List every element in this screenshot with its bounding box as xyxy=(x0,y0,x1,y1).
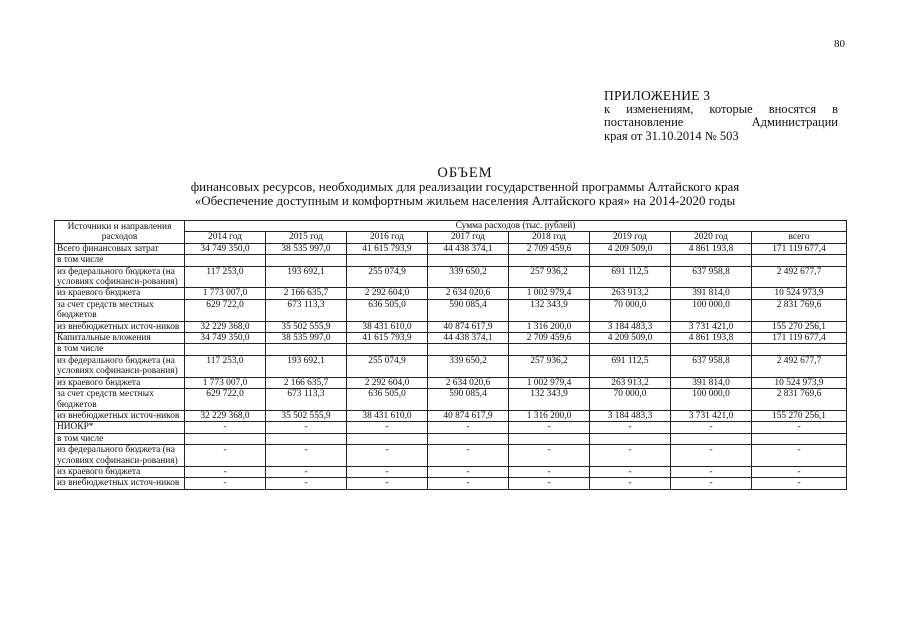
cell-value: 2 634 020,6 xyxy=(428,377,509,388)
cell-value xyxy=(185,344,266,355)
cell-value: 38 535 997,0 xyxy=(266,243,347,254)
document-title: ОБЪЕМ xyxy=(437,165,493,181)
cell-value: 34 749 350,0 xyxy=(185,243,266,254)
cell-value: 44 438 374,1 xyxy=(428,333,509,344)
cell-value xyxy=(509,344,590,355)
cell-value: 263 913,2 xyxy=(590,288,671,299)
cell-value: 2 292 604,0 xyxy=(347,377,428,388)
appendix-line-3: края от 31.10.2014 № 503 xyxy=(604,128,739,143)
cell-value: 637 958,8 xyxy=(671,266,752,288)
cell-value: 32 229 368,0 xyxy=(185,410,266,421)
cell-value: 2 709 459,6 xyxy=(509,243,590,254)
cell-value: - xyxy=(266,422,347,433)
cell-value: 255 074,9 xyxy=(347,355,428,377)
cell-value: 2 831 769,6 xyxy=(752,299,847,321)
cell-value xyxy=(266,255,347,266)
cell-value: 34 749 350,0 xyxy=(185,333,266,344)
cell-value: 257 936,2 xyxy=(509,266,590,288)
table-row xyxy=(55,255,847,266)
cell-value xyxy=(671,433,752,444)
cell-value: 1 316 200,0 xyxy=(509,410,590,421)
row-label: Всего финансовых затрат xyxy=(55,243,185,254)
table-row xyxy=(55,389,847,411)
cell-value: 38 431 610,0 xyxy=(347,321,428,332)
table-row xyxy=(55,243,847,254)
cell-value: 100 000,0 xyxy=(671,389,752,411)
cell-value: 2 709 459,6 xyxy=(509,333,590,344)
cell-value: - xyxy=(509,445,590,467)
cell-value: 339 650,2 xyxy=(428,266,509,288)
header-year: 2018 год xyxy=(509,232,590,243)
table-row xyxy=(55,445,847,467)
cell-value: 391 814,0 xyxy=(671,377,752,388)
budget-table xyxy=(54,220,847,490)
appendix-line-2: постановление Администрации xyxy=(604,115,838,129)
header-year: 2019 год xyxy=(590,232,671,243)
cell-value: 35 502 555,9 xyxy=(266,321,347,332)
row-label: из федерального бюджета (на условиях софинанси-рования) xyxy=(55,445,185,467)
row-label: из федерального бюджета (на условиях софинанси-рования) xyxy=(55,355,185,377)
cell-value: 38 535 997,0 xyxy=(266,333,347,344)
cell-value: 35 502 555,9 xyxy=(266,410,347,421)
cell-value xyxy=(185,433,266,444)
table-row xyxy=(55,422,847,433)
cell-value xyxy=(752,433,847,444)
cell-value xyxy=(347,433,428,444)
row-label: из краевого бюджета xyxy=(55,377,185,388)
cell-value: - xyxy=(185,445,266,467)
cell-value: - xyxy=(509,422,590,433)
cell-value: 391 814,0 xyxy=(671,288,752,299)
cell-value: 257 936,2 xyxy=(509,355,590,377)
cell-value xyxy=(347,344,428,355)
table-row xyxy=(55,344,847,355)
cell-value: 263 913,2 xyxy=(590,377,671,388)
cell-value: 10 524 973,9 xyxy=(752,288,847,299)
cell-value xyxy=(752,344,847,355)
cell-value: 1 002 979,4 xyxy=(509,288,590,299)
cell-value xyxy=(428,433,509,444)
table-row xyxy=(55,478,847,489)
cell-value: - xyxy=(509,478,590,489)
cell-value: - xyxy=(671,445,752,467)
table-row xyxy=(55,433,847,444)
table-row xyxy=(55,377,847,388)
header-year: 2016 год xyxy=(347,232,428,243)
cell-value: 339 650,2 xyxy=(428,355,509,377)
cell-value: 171 119 677,4 xyxy=(752,333,847,344)
cell-value: 2 292 604,0 xyxy=(347,288,428,299)
cell-value: - xyxy=(752,466,847,477)
cell-value: - xyxy=(590,478,671,489)
row-label: за счет средств местных бюджетов xyxy=(55,299,185,321)
document-subtitle xyxy=(50,180,880,208)
cell-value: 2 166 635,7 xyxy=(266,377,347,388)
subtitle-line-2: «Обеспечение доступным и комфортным жильем населения Алтайского края» на 2014-2020 годы xyxy=(194,193,736,208)
row-label: из внебюджетных источ-ников xyxy=(55,478,185,489)
cell-value: 155 270 256,1 xyxy=(752,321,847,332)
row-label: из внебюджетных источ-ников xyxy=(55,321,185,332)
cell-value: 691 112,5 xyxy=(590,355,671,377)
cell-value: 44 438 374,1 xyxy=(428,243,509,254)
cell-value xyxy=(671,344,752,355)
row-label: из внебюджетных источ-ников xyxy=(55,410,185,421)
cell-value xyxy=(752,255,847,266)
row-label: Капитальные вложения xyxy=(55,333,185,344)
header-sum: Сумма расходов (тыс. рублей) xyxy=(185,221,847,232)
cell-value: - xyxy=(752,445,847,467)
cell-value: - xyxy=(347,478,428,489)
cell-value: - xyxy=(590,466,671,477)
cell-value: 70 000,0 xyxy=(590,299,671,321)
cell-value: 193 692,1 xyxy=(266,355,347,377)
cell-value xyxy=(266,344,347,355)
cell-value: 629 722,0 xyxy=(185,299,266,321)
cell-value: - xyxy=(671,478,752,489)
cell-value: - xyxy=(266,478,347,489)
cell-value: 4 861 193,8 xyxy=(671,243,752,254)
cell-value: 4 861 193,8 xyxy=(671,333,752,344)
cell-value: - xyxy=(185,422,266,433)
cell-value: 636 505,0 xyxy=(347,299,428,321)
row-label: в том числе xyxy=(55,344,185,355)
table-body xyxy=(55,243,847,489)
cell-value: 590 085,4 xyxy=(428,299,509,321)
cell-value: - xyxy=(752,422,847,433)
cell-value xyxy=(347,255,428,266)
cell-value: 2 492 677,7 xyxy=(752,266,847,288)
cell-value: 40 874 617,9 xyxy=(428,321,509,332)
row-label: в том числе xyxy=(55,255,185,266)
cell-value: 1 773 007,0 xyxy=(185,377,266,388)
cell-value: 171 119 677,4 xyxy=(752,243,847,254)
header-year: 2020 год xyxy=(671,232,752,243)
cell-value: 3 731 421,0 xyxy=(671,321,752,332)
cell-value: 4 209 509,0 xyxy=(590,333,671,344)
row-label: из краевого бюджета xyxy=(55,466,185,477)
cell-value: - xyxy=(347,422,428,433)
cell-value: 70 000,0 xyxy=(590,389,671,411)
table-row xyxy=(55,466,847,477)
cell-value xyxy=(590,344,671,355)
cell-value xyxy=(590,255,671,266)
cell-value: - xyxy=(752,478,847,489)
table-row xyxy=(55,288,847,299)
cell-value: 1 316 200,0 xyxy=(509,321,590,332)
cell-value: - xyxy=(509,466,590,477)
cell-value: 1 002 979,4 xyxy=(509,377,590,388)
row-label: в том числе xyxy=(55,433,185,444)
row-label: за счет средств местных бюджетов xyxy=(55,389,185,411)
cell-value: 100 000,0 xyxy=(671,299,752,321)
cell-value: - xyxy=(428,466,509,477)
header-year: 2014 год xyxy=(185,232,266,243)
table-row xyxy=(55,355,847,377)
cell-value xyxy=(590,433,671,444)
cell-value: 636 505,0 xyxy=(347,389,428,411)
cell-value xyxy=(509,433,590,444)
cell-value: 673 113,3 xyxy=(266,299,347,321)
cell-value xyxy=(671,255,752,266)
cell-value: 2 166 635,7 xyxy=(266,288,347,299)
table-row xyxy=(55,321,847,332)
cell-value: 117 253,0 xyxy=(185,266,266,288)
cell-value: - xyxy=(347,466,428,477)
row-label: из федерального бюджета (на условиях софинанси-рования) xyxy=(55,266,185,288)
cell-value xyxy=(428,344,509,355)
cell-value: 4 209 509,0 xyxy=(590,243,671,254)
cell-value: 132 343,9 xyxy=(509,389,590,411)
cell-value: 41 615 793,9 xyxy=(347,243,428,254)
cell-value: - xyxy=(185,466,266,477)
cell-value: 132 343,9 xyxy=(509,299,590,321)
cell-value: 3 184 483,3 xyxy=(590,410,671,421)
cell-value: 3 184 483,3 xyxy=(590,321,671,332)
cell-value: - xyxy=(428,445,509,467)
table-row xyxy=(55,266,847,288)
cell-value: 1 773 007,0 xyxy=(185,288,266,299)
header-year: 2017 год xyxy=(428,232,509,243)
cell-value: 41 615 793,9 xyxy=(347,333,428,344)
cell-value: 673 113,3 xyxy=(266,389,347,411)
subtitle-line-1: финансовых ресурсов, необходимых для реализации государственной программы Алтайского края xyxy=(190,179,740,194)
cell-value: 590 085,4 xyxy=(428,389,509,411)
cell-value: - xyxy=(590,422,671,433)
cell-value: - xyxy=(671,466,752,477)
cell-value: - xyxy=(428,478,509,489)
appendix-line-1: к изменениям, которые вносятся в xyxy=(604,101,838,116)
page-number: 80 xyxy=(834,38,845,50)
cell-value: 193 692,1 xyxy=(266,266,347,288)
appendix-heading: ПРИЛОЖЕНИЕ 3 xyxy=(604,88,711,103)
header-year: 2015 год xyxy=(266,232,347,243)
cell-value: 38 431 610,0 xyxy=(347,410,428,421)
cell-value xyxy=(185,255,266,266)
cell-value: 32 229 368,0 xyxy=(185,321,266,332)
cell-value: 155 270 256,1 xyxy=(752,410,847,421)
header-sources: Источники и направления расходов xyxy=(55,221,185,244)
cell-value: 2 492 677,7 xyxy=(752,355,847,377)
cell-value: 691 112,5 xyxy=(590,266,671,288)
table-row xyxy=(55,333,847,344)
cell-value xyxy=(509,255,590,266)
appendix-block xyxy=(604,89,838,143)
cell-value: - xyxy=(428,422,509,433)
cell-value: 10 524 973,9 xyxy=(752,377,847,388)
cell-value: 117 253,0 xyxy=(185,355,266,377)
cell-value: 637 958,8 xyxy=(671,355,752,377)
cell-value: - xyxy=(671,422,752,433)
table-row xyxy=(55,299,847,321)
cell-value: 3 731 421,0 xyxy=(671,410,752,421)
cell-value: - xyxy=(185,478,266,489)
cell-value: - xyxy=(266,445,347,467)
cell-value: - xyxy=(590,445,671,467)
cell-value: 629 722,0 xyxy=(185,389,266,411)
cell-value: 255 074,9 xyxy=(347,266,428,288)
row-label: НИОКР* xyxy=(55,422,185,433)
cell-value xyxy=(266,433,347,444)
cell-value: - xyxy=(347,445,428,467)
row-label: из краевого бюджета xyxy=(55,288,185,299)
header-total: всего xyxy=(752,232,847,243)
table-row xyxy=(55,410,847,421)
cell-value: 2 634 020,6 xyxy=(428,288,509,299)
cell-value: - xyxy=(266,466,347,477)
cell-value xyxy=(428,255,509,266)
cell-value: 2 831 769,6 xyxy=(752,389,847,411)
cell-value: 40 874 617,9 xyxy=(428,410,509,421)
